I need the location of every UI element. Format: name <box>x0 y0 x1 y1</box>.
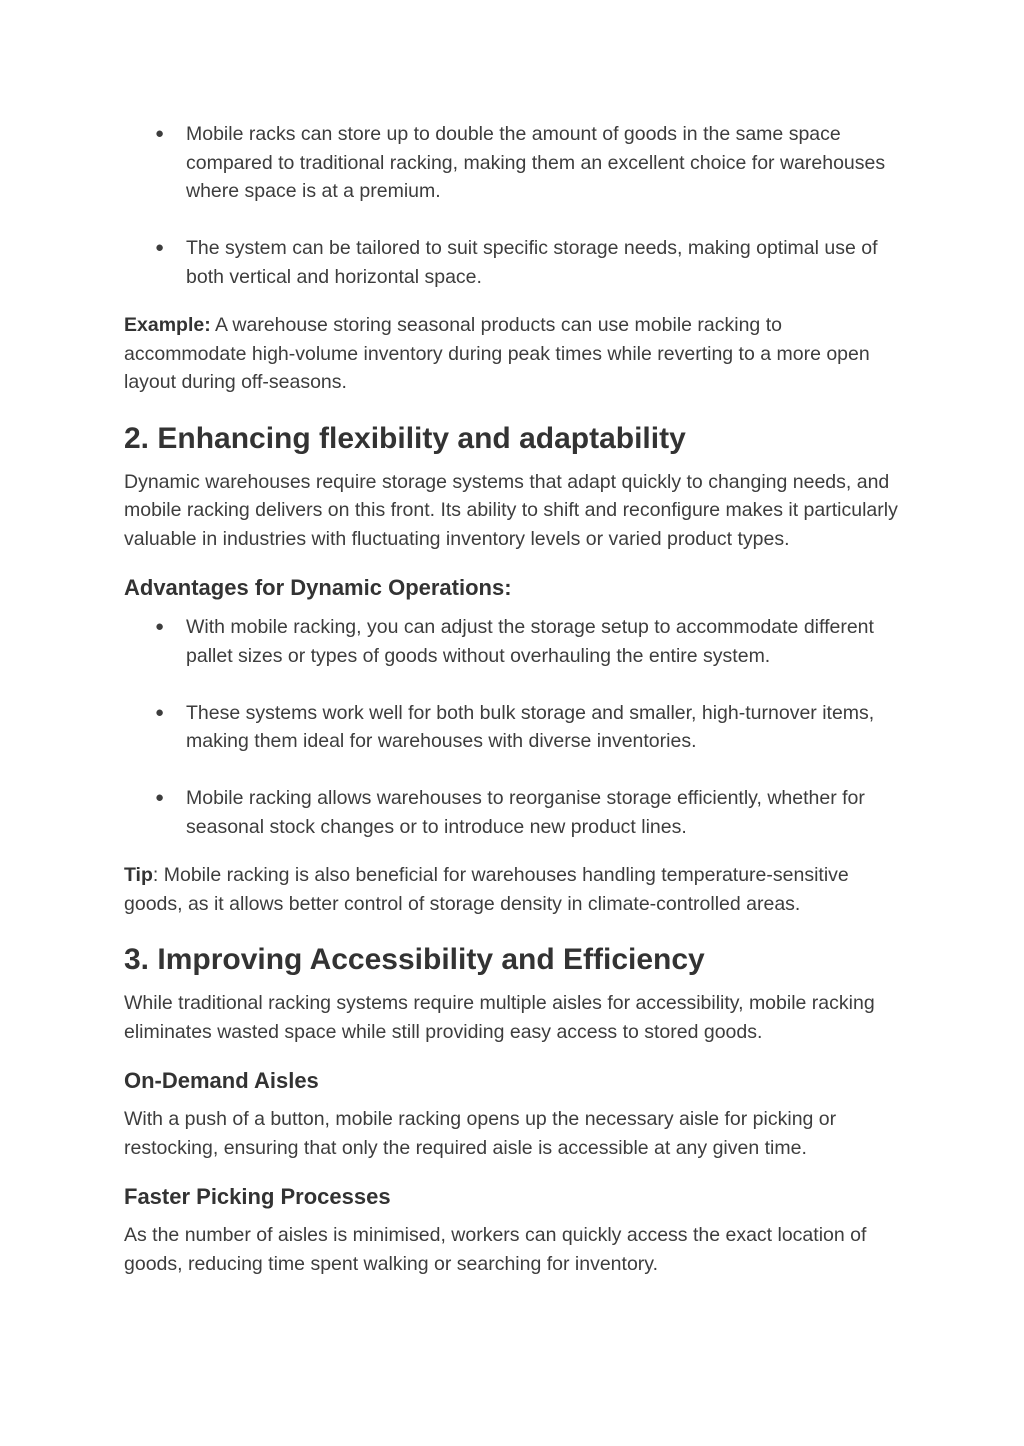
tip-paragraph <box>124 861 900 918</box>
example-paragraph <box>124 311 900 397</box>
example-text: A warehouse storing seasonal products can use mobile racking to accommodate high-volume inventory during peak times while reverting to a more open layout during off-seasons. <box>124 314 870 393</box>
faster-picking-text: As the number of aisles is minimised, workers can quickly access the exact location of goods, reducing time spent walking or searching for inventory. <box>124 1224 867 1275</box>
section-3-heading: 3. Improving Accessibility and Efficiency <box>124 943 705 976</box>
section-2-paragraph: Dynamic warehouses require storage systems that adapt quickly to changing needs, and mobile racking delivers on this front. Its ability to shift and reconfigure makes it particularly valuable in industries with fluctuating inventory levels or varied product types. <box>124 470 898 550</box>
list-item: ● With mobile racking, you can adjust the storage setup to accommodate different pallet sizes or types of goods without overhauling the entire system. <box>186 613 900 670</box>
example-label: Example: <box>124 314 211 336</box>
list-item: ● Mobile racking allows warehouses to reorganise storage efficiently, whether for seasonal stock changes or to introduce new product lines. <box>186 784 900 841</box>
on-demand-aisles-text: With a push of a button, mobile racking opens up the necessary aisle for picking or restocking, ensuring that only the required aisle is accessible at any given time. <box>124 1108 837 1159</box>
faster-picking-heading: Faster Picking Processes <box>124 1184 391 1209</box>
section-3-paragraph: While traditional racking systems require multiple aisles for accessibility, mobile racking eliminates wasted space while still providing easy access to stored goods. <box>124 992 875 1043</box>
list-item: ● Mobile racks can store up to double the amount of goods in the same space compared to traditional racking, making them an excellent choice for warehouses where space is at a premium. <box>186 120 900 206</box>
advantages-bullet-list <box>124 613 900 841</box>
list-item: ● The system can be tailored to suit specific storage needs, making optimal use of both vertical and horizontal space. <box>186 234 900 291</box>
on-demand-aisles-heading: On-Demand Aisles <box>124 1068 319 1093</box>
intro-bullet-list <box>124 120 900 291</box>
list-item: ● These systems work well for both bulk storage and smaller, high-turnover items, making them ideal for warehouses with diverse inventories. <box>186 699 900 756</box>
tip-label: Tip <box>124 864 153 886</box>
section-2-heading: 2. Enhancing flexibility and adaptability <box>124 421 686 455</box>
tip-text: : Mobile racking is also beneficial for warehouses handling temperature-sensitive goods, as it allows better control of storage density in climate-controlled areas. <box>124 864 849 915</box>
advantages-subheading: Advantages for Dynamic Operations: <box>124 575 512 600</box>
